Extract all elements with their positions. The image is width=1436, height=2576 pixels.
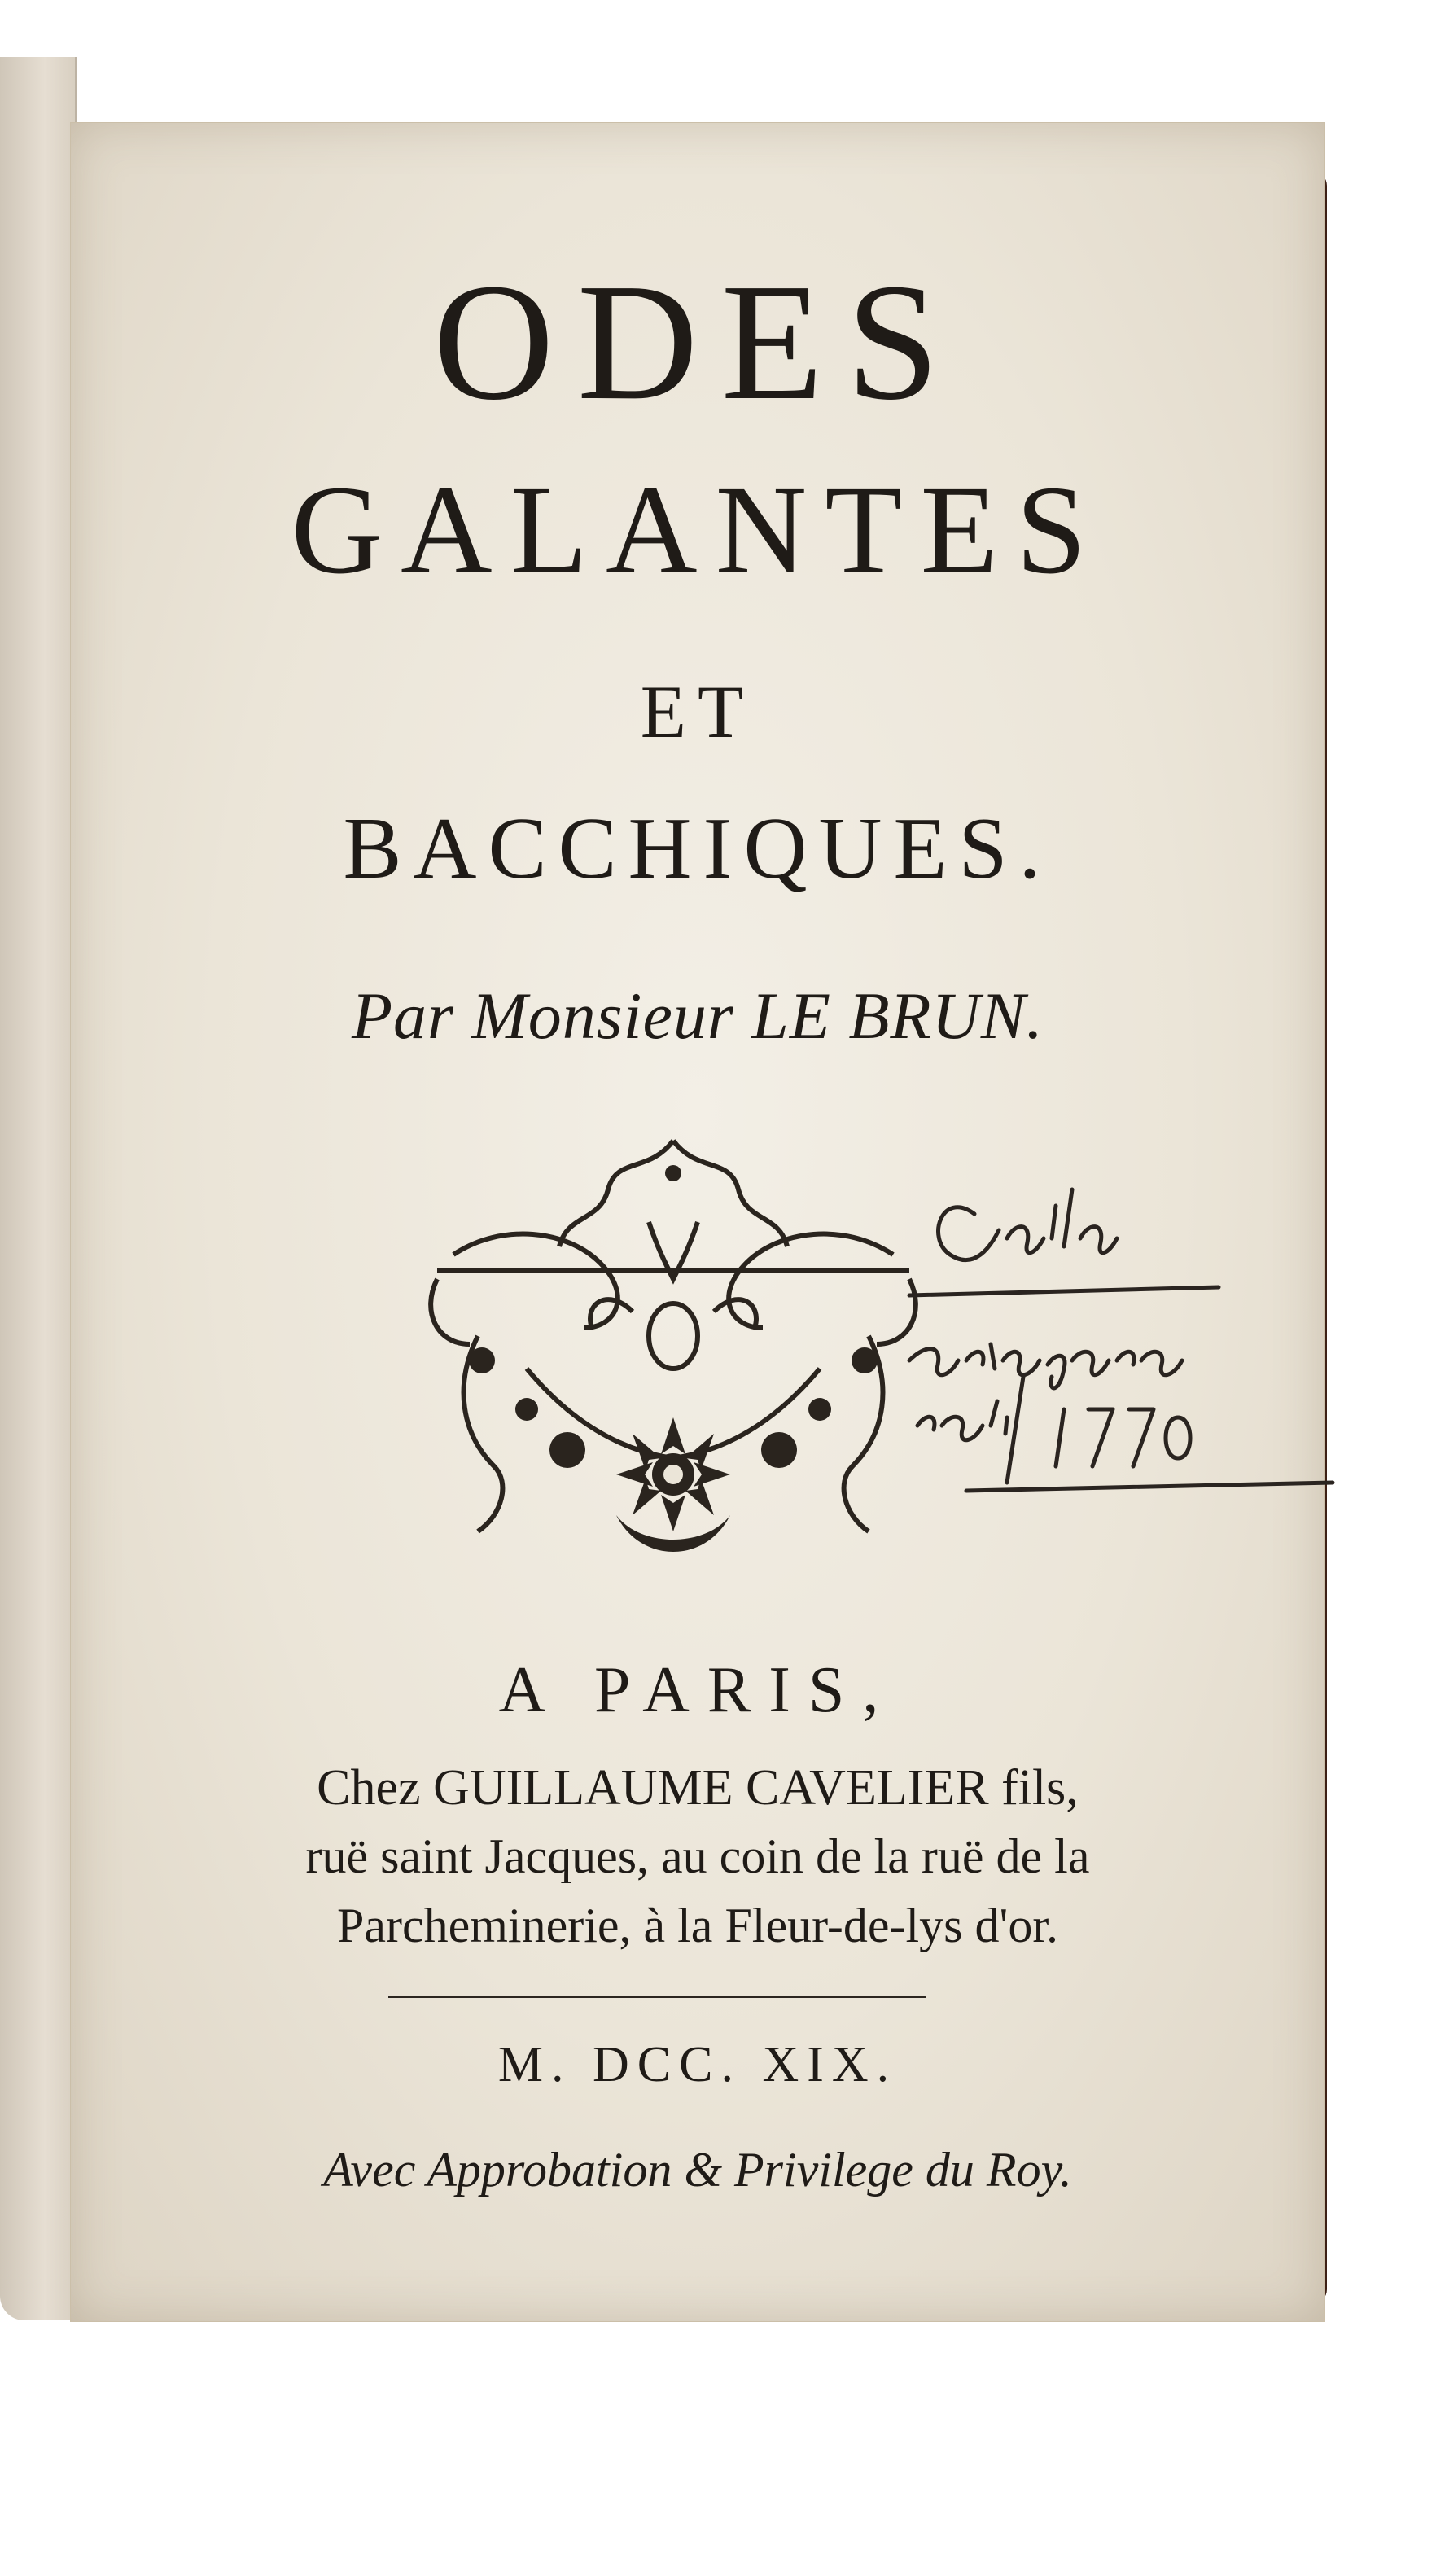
title-line-odes: ODES: [433, 248, 962, 435]
title-line-bacchiques: BACCHIQUES.: [343, 800, 1053, 897]
facing-page-edge: [0, 57, 77, 2320]
title-line-et: ET: [640, 670, 755, 753]
floral-ornament-vignette: [405, 1124, 942, 1588]
handwritten-inscription: [893, 1157, 1349, 1515]
imprint-publisher-line-3: Parcheminerie, à la Fleur-de-lys d'or.: [337, 1899, 1058, 1952]
imprint-publisher-line-2: ruë saint Jacques, au coin de la ruë de la: [305, 1829, 1090, 1883]
imprint-rule: [388, 1996, 926, 1998]
title-page: [70, 122, 1325, 2322]
imprint-date: M. DCC. XIX.: [497, 2037, 898, 2092]
imprint-city: A PARIS,: [498, 1654, 897, 1726]
author-line: Par Monsieur LE BRUN.: [351, 979, 1044, 1053]
imprint-publisher-line-1: Chez GUILLAUME CAVELIER fils,: [317, 1760, 1079, 1816]
title-line-galantes: GALANTES: [291, 459, 1105, 600]
imprint-approbation: Avec Approbation & Privilege du Roy.: [323, 2143, 1072, 2197]
